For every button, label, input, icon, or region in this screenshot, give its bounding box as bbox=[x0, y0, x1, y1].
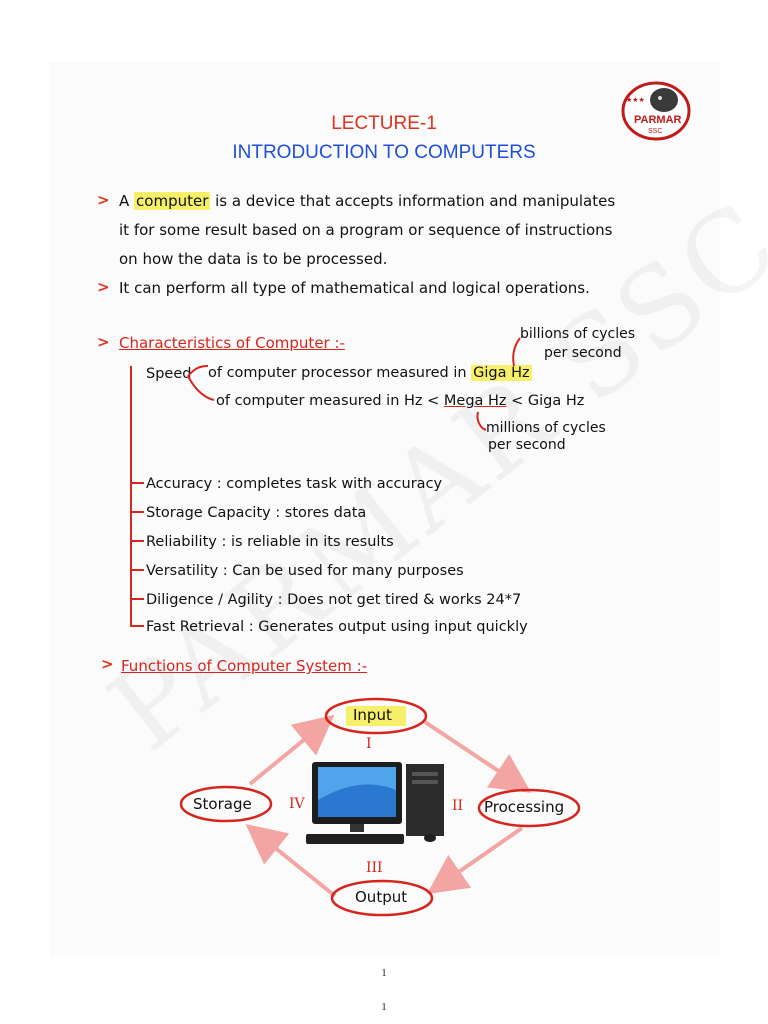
speed-line-1: of computer processor measured in Giga Hz bbox=[208, 365, 530, 381]
intro-line-4: It can perform all type of mathematical and logical operations. bbox=[119, 279, 590, 297]
characteristic-item: Reliability : is reliable in its results bbox=[146, 534, 394, 550]
step-1-numeral: I bbox=[366, 736, 372, 752]
giga-note-line-2: per second bbox=[544, 345, 622, 361]
step-3-numeral: III bbox=[366, 860, 383, 876]
mega-note-line-1: millions of cycles bbox=[486, 420, 606, 436]
bullet-arrow-icon: > bbox=[97, 333, 110, 351]
intro-line-1: A computer is a device that accepts information and manipulates bbox=[119, 192, 616, 210]
bullet-arrow-icon: > bbox=[101, 655, 114, 673]
step-4-numeral: IV bbox=[289, 796, 305, 812]
characteristic-item: Storage Capacity : stores data bbox=[146, 505, 367, 521]
characteristic-item: Versatility : Can be used for many purposes bbox=[146, 563, 464, 579]
page-title: INTRODUCTION TO COMPUTERS bbox=[232, 142, 536, 163]
svg-text:★★★: ★★★ bbox=[626, 96, 645, 104]
characteristic-item: Fast Retrieval : Generates output using input quickly bbox=[146, 619, 528, 635]
characteristic-item: Accuracy : completes task with accuracy bbox=[146, 476, 443, 492]
intro-line-3: on how the data is to be processed. bbox=[119, 250, 388, 268]
bullet-arrow-icon: > bbox=[97, 191, 110, 209]
intro-line-2: it for some result based on a program or sequence of instructions bbox=[119, 221, 613, 239]
output-label: Output bbox=[355, 888, 408, 906]
storage-label: Storage bbox=[193, 795, 252, 813]
page-number: 1 bbox=[381, 1002, 387, 1013]
giga-note-line-1: billions of cycles bbox=[520, 326, 636, 342]
speed-label: Speed bbox=[146, 366, 192, 382]
svg-text:SSC: SSC bbox=[648, 128, 663, 135]
processing-label: Processing bbox=[484, 798, 565, 816]
speed-line-2: of computer measured in Hz < Mega Hz < Giga Hz bbox=[216, 393, 585, 409]
characteristic-item: Diligence / Agility : Does not get tired & works 24*7 bbox=[146, 592, 522, 608]
step-2-numeral: II bbox=[452, 798, 464, 814]
page-number: 1 bbox=[381, 968, 387, 979]
lecture-number: LECTURE-1 bbox=[331, 113, 437, 134]
characteristics-heading: Characteristics of Computer :- bbox=[119, 334, 345, 352]
functions-heading: Functions of Computer System :- bbox=[121, 657, 368, 675]
mega-note-line-2: per second bbox=[488, 437, 566, 453]
svg-text:PARMAR: PARMAR bbox=[634, 114, 682, 126]
bullet-arrow-icon: > bbox=[97, 278, 110, 296]
input-label: Input bbox=[353, 706, 392, 724]
